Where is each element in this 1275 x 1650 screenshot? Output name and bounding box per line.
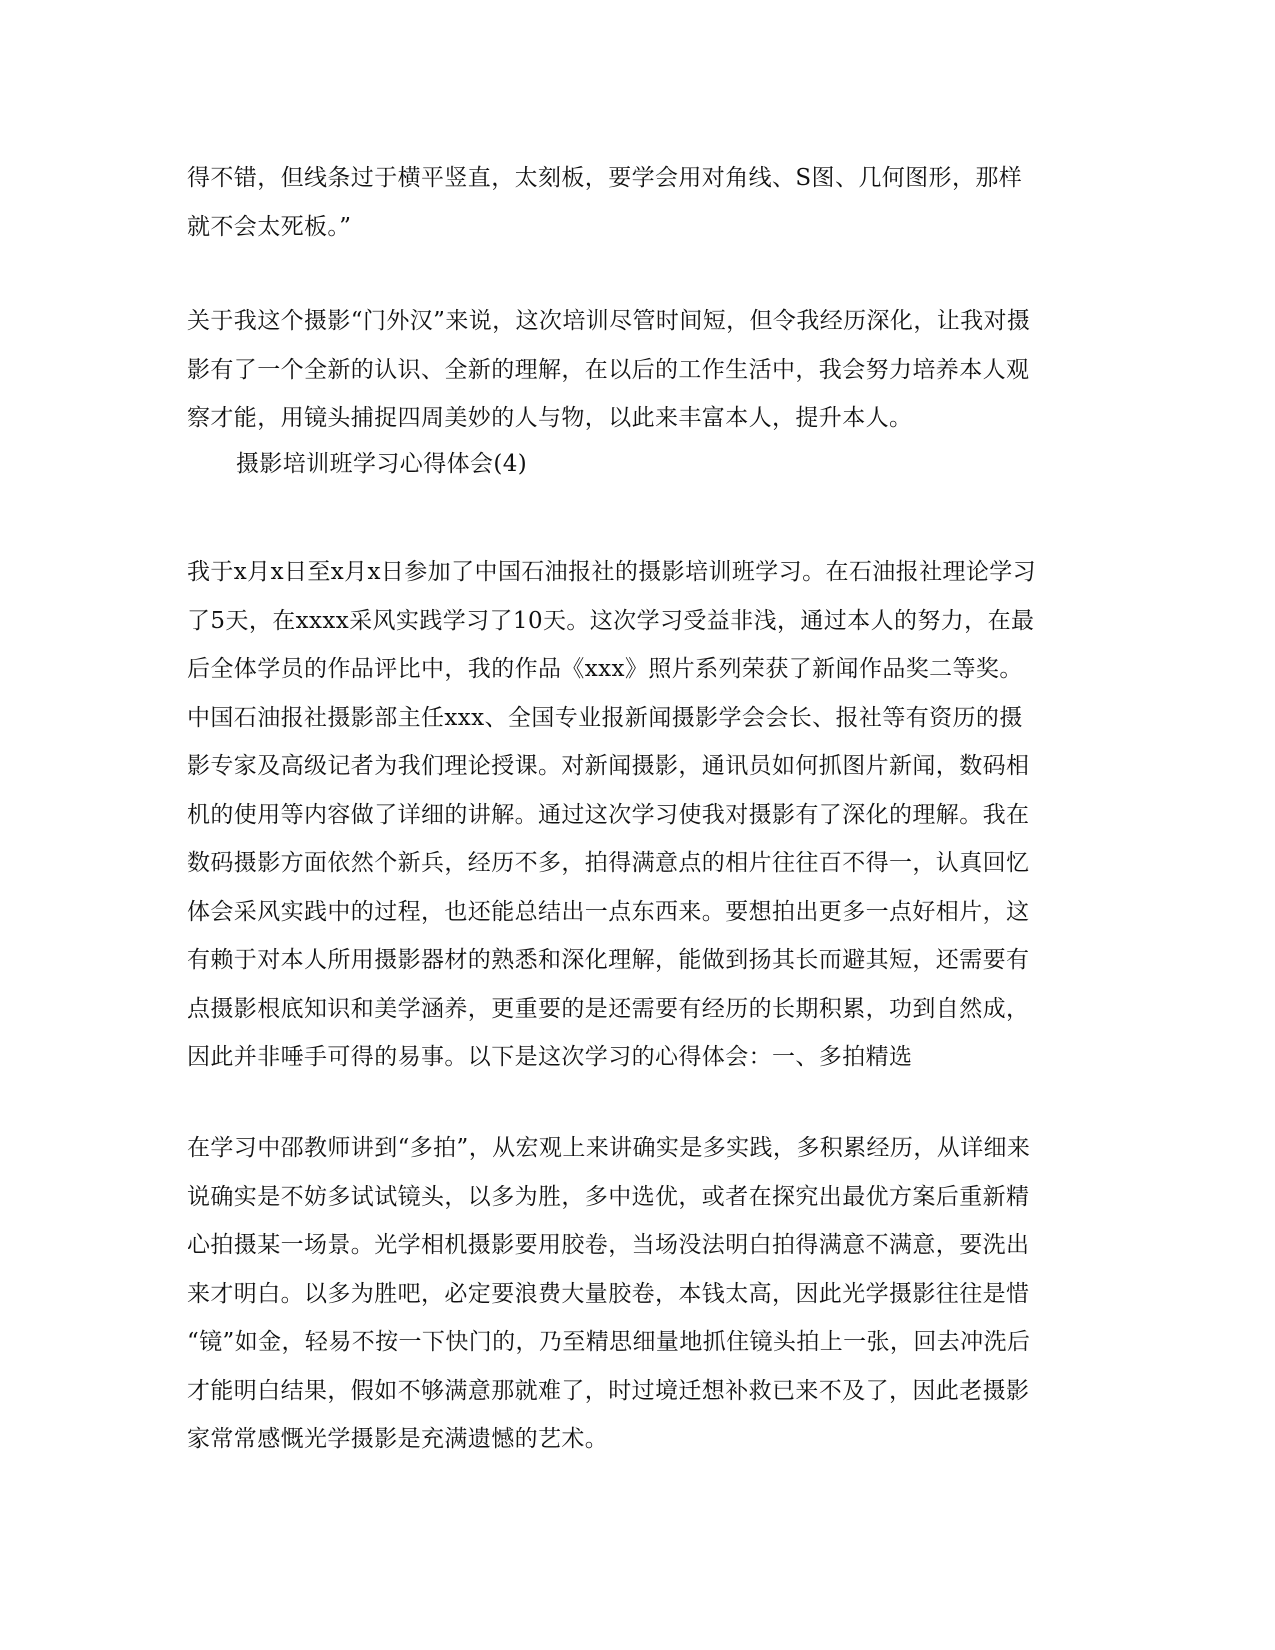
paragraph-2 [187,297,1087,443]
text-line: 体会采风实践中的过程，也还能总结出一点东西来。要想拍出更多一点好相片，这 [187,898,1030,925]
text-line: 就不会太死板。” [187,213,352,240]
paragraph-3 [187,548,1087,1082]
section-heading [236,440,1136,489]
heading-text: 摄影培训班学习心得体会(4) [236,451,528,477]
text-line: 数码摄影方面依然个新兵，经历不多，拍得满意点的相片往往百不得一，认真回忆 [187,850,1030,876]
text-line: 中国石油报社摄影部主任xxx、全国专业报新闻摄影学会会长、报社等有资历的摄 [187,704,1023,731]
text-line: 才能明白结果，假如不够满意那就难了，时过境迁想补救已来不及了，因此老摄影 [187,1377,1030,1404]
text-line: 来才明白。以多为胜吧，必定要浪费大量胶卷，本钱太高，因此光学摄影往往是惜 [187,1280,1030,1307]
paragraph-4 [187,1124,1087,1464]
text-line: 有赖于对本人所用摄影器材的熟悉和深化理解，能做到扬其长而避其短，还需要有 [187,947,1030,973]
text-line: 因此并非唾手可得的易事。以下是这次学习的心得体会：一、多拍精选 [187,1044,913,1070]
text-line: 点摄影根底知识和美学涵养，更重要的是还需要有经历的长期积累，功到自然成， [187,995,1030,1022]
text-line: 机的使用等内容做了详细的讲解。通过这次学习使我对摄影有了深化的理解。我在 [187,801,1030,828]
text-line: “镜”如金，轻易不按一下快门的，乃至精思细量地抓住镜头拍上一张，回去冲洗后 [187,1329,1031,1355]
text-line: 家常常感慨光学摄影是充满遗憾的艺术。 [187,1426,609,1452]
text-line: 影专家及高级记者为我们理论授课。对新闻摄影，通讯员如何抓图片新闻，数码相 [187,753,1030,779]
text-line: 察才能，用镜头捕捉四周美妙的人与物，以此来丰富本人，提升本人。 [187,405,913,431]
text-line: 影有了一个全新的认识、全新的理解，在以后的工作生活中，我会努力培养本人观 [187,356,1030,383]
text-line: 在学习中邵教师讲到“多拍”，从宏观上来讲确实是多实践，多积累经历，从详细来 [187,1135,1031,1161]
paragraph-1 [187,154,1087,251]
text-line: 了5天，在xxxx采风实践学习了10天。这次学习受益非浅，通过本人的努力，在最 [187,607,1035,634]
text-line: 我于x月x日至x月x日参加了中国石油报社的摄影培训班学习。在石油报社理论学习 [187,559,1037,585]
text-line: 心拍摄某一场景。光学相机摄影要用胶卷，当场没法明白拍得满意不满意，要洗出 [187,1232,1030,1258]
text-line: 说确实是不妨多试试镜头，以多为胜，多中选优，或者在探究出最优方案后重新精 [187,1183,1030,1210]
text-line: 后全体学员的作品评比中，我的作品《xxx》照片系列荣获了新闻作品奖二等奖。 [187,656,1023,682]
text-line: 关于我这个摄影“门外汉”来说，这次培训尽管时间短，但令我经历深化，让我对摄 [187,308,1031,334]
text-line: 得不错，但线条过于横平竖直，太刻板，要学会用对角线、S图、几何图形，那样 [187,165,1023,191]
